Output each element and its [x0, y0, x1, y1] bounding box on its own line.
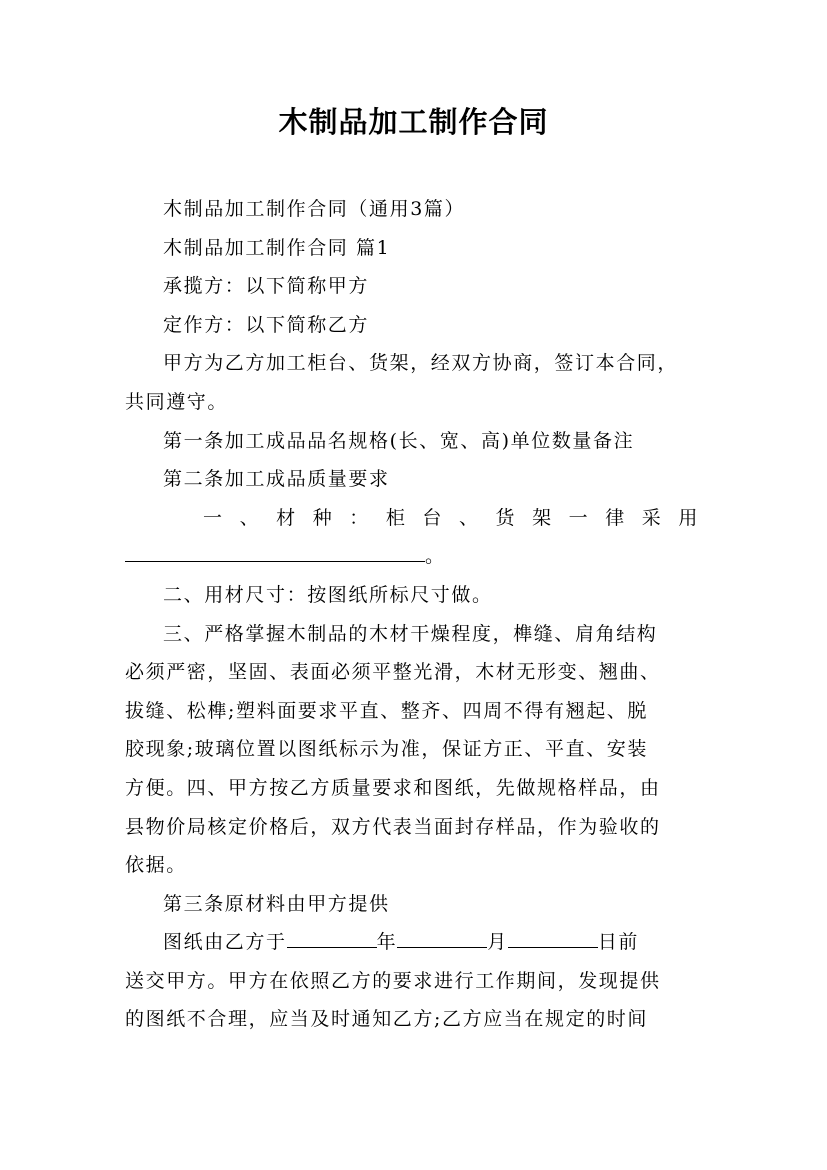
material-char: 、 — [458, 506, 480, 529]
year-blank — [287, 925, 377, 948]
paragraph-drawings-date — [125, 923, 709, 962]
paragraph-contractor: 承揽方：以下简称甲方 — [163, 275, 370, 298]
quality-line: 必须严密，坚固、表面必须平整光滑，木材无形变、翘曲、 — [125, 661, 661, 684]
material-char: 架 — [532, 506, 553, 529]
material-char: 柜 — [385, 506, 407, 529]
paragraph-article-1: 第一条加工成品品名规格(长、宽、高)单位数量备注 — [163, 429, 635, 452]
paragraph-article-3: 第三条原材料由甲方提供 — [163, 892, 390, 915]
year-label: 年 — [376, 931, 398, 954]
document-body — [125, 190, 709, 1039]
day-label: 日前 — [597, 931, 640, 954]
paragraph-dimensions: 二、用材尺寸：按图纸所标尺寸做。 — [163, 583, 493, 606]
paragraph-subtitle: 木制品加工制作合同（通用3篇） — [163, 198, 466, 220]
month-blank — [397, 925, 487, 948]
drawings-text: 图纸由乙方于 — [163, 931, 287, 954]
material-char: 、 — [239, 506, 261, 529]
material-char: 采 — [641, 506, 663, 529]
quality-line: 胶现象;玻璃位置以图纸标示为准，保证方正、平直、安装 — [125, 738, 649, 761]
paragraph-article-2: 第二条加工成品质量要求 — [163, 468, 390, 491]
material-period: 。 — [425, 545, 446, 568]
material-char: 一 — [203, 506, 224, 529]
paragraph-client: 定作方：以下简称乙方 — [163, 313, 370, 336]
material-char: 材 — [276, 506, 297, 529]
material-char: 用 — [678, 506, 699, 529]
material-char: 一 — [568, 506, 590, 529]
drawings-line: 送交甲方。甲方在依照乙方的要求进行工作期间，发现提供 — [125, 969, 661, 992]
quality-line: 方便。四、甲方按乙方质量要求和图纸，先做规格样品，由 — [125, 776, 661, 799]
paragraph-quality-requirements — [125, 615, 709, 885]
material-char: 律 — [605, 506, 626, 529]
paragraph-material-blank-line — [125, 537, 709, 576]
material-char: ： — [349, 506, 370, 529]
material-char: 台 — [422, 506, 443, 529]
quality-line: 县物价局核定价格后，双方代表当面封存样品，作为验收的 — [125, 815, 661, 838]
quality-line: 依据。 — [125, 854, 187, 877]
material-char: 种 — [312, 506, 334, 529]
quality-line: 三、严格掌握木制品的木材干燥程度，榫缝、肩角结构 — [163, 622, 658, 645]
paragraph-section-heading: 木制品加工制作合同 篇1 — [163, 236, 391, 259]
drawings-line: 的图纸不合理，应当及时通知乙方;乙方应当在规定的时间 — [125, 1008, 649, 1031]
quality-line: 拔缝、松榫;塑料面要求平直、整齐、四周不得有翘起、脱 — [125, 699, 649, 722]
material-blank — [125, 539, 425, 562]
material-char: 货 — [495, 506, 517, 529]
paragraph-material-spread — [125, 499, 709, 538]
paragraph-drawings-continued — [125, 962, 709, 1039]
day-blank — [508, 925, 598, 948]
paragraph-agreement-line-2: 共同遵守。 — [125, 390, 229, 413]
month-label: 月 — [487, 931, 508, 954]
paragraph-agreement-line-1: 甲方为乙方加工柜台、货架，经双方协商，签订本合同， — [163, 352, 679, 375]
document-title: 木制品加工制作合同 — [278, 105, 549, 139]
